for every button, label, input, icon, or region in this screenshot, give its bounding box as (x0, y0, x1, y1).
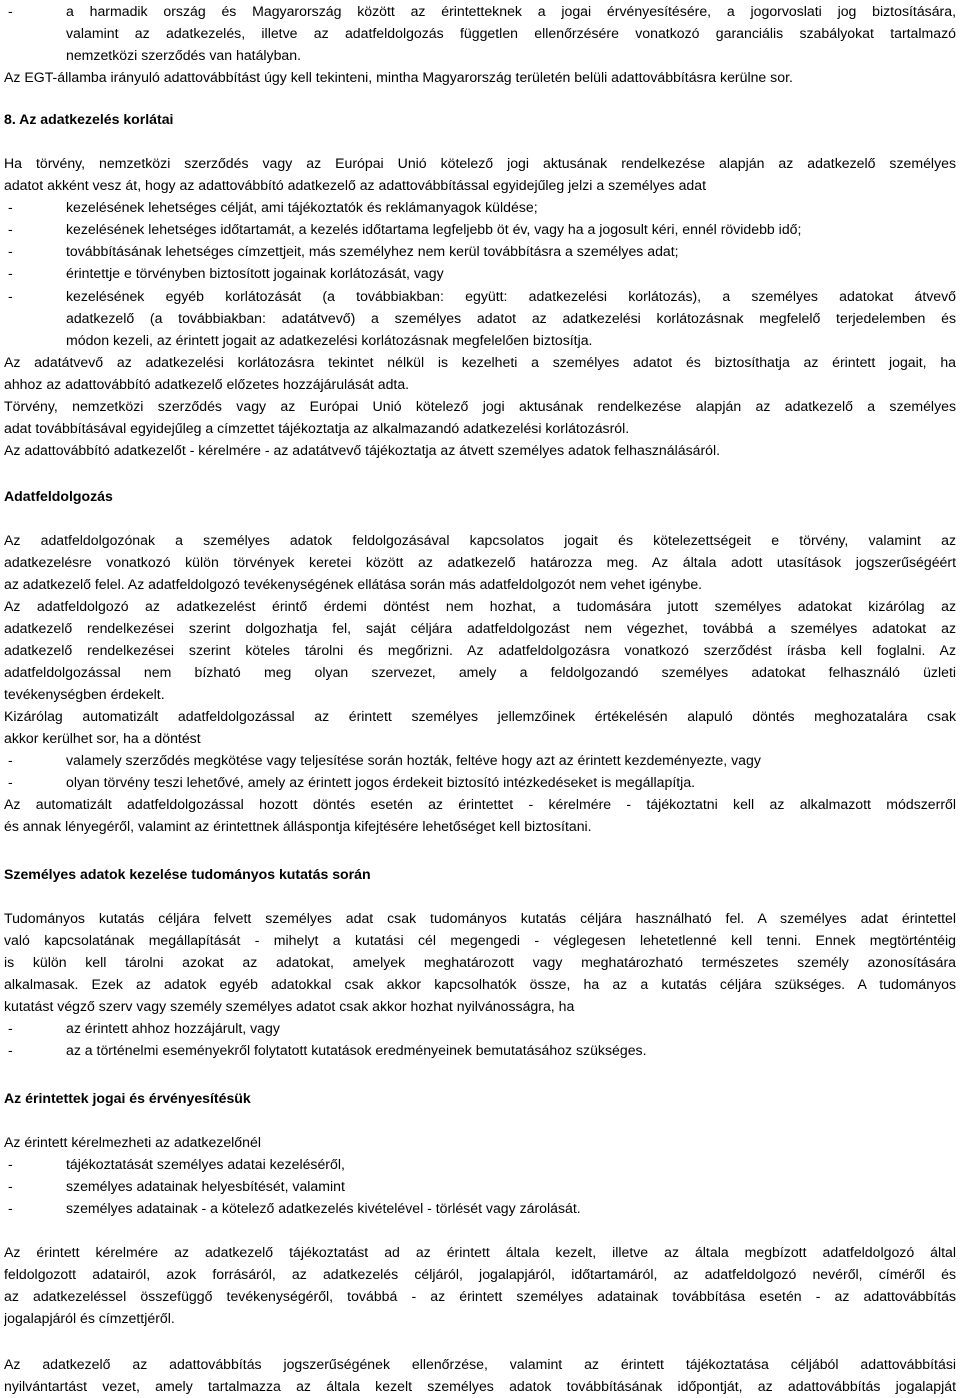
text-line: adat továbbításával egyidejűleg a címzettet tájékoztatja az alkalmazandó adatkezelési korlátozásról. (4, 420, 630, 436)
text-line: alkalmasak. Ezek az adatok egyéb adatokkal csak akkor kapcsolhatók össze, ha az a kutatás céljára szükséges. A tudományos (4, 976, 956, 992)
text-line: az adatkezelő felel. Az adatfeldolgozó tevékenységének ellátása során más adatfeldolgozót nem vehet igénybe. (4, 576, 703, 592)
list-item: továbbításának lehetséges címzettjeit, más személyhez nem kerül továbbításra a személyes adat; (66, 243, 679, 259)
text-line: való kapcsolatának megállapítását - mihelyt a kutatási cél megengedi - véglegesen lehetetlenné kell tenni. Ennek megtörténtéig (4, 932, 956, 948)
text-line: adatkezelő rendelkezései szerint köteles tárolni és megőrizni. Az adatfeldolgozásra vonatkozó szerződést írásba kell foglalni. Az (4, 642, 956, 658)
text-line: is külön kell tárolni azokat az adatokat, amelyek meghatározott vagy meghatározható természetes személy azonosítására (4, 954, 956, 970)
list-item: az érintett ahhoz hozzájárult, vagy (66, 1020, 280, 1036)
text-line: Tudományos kutatás céljára felvett személyes adat csak tudományos kutatás céljára használható fel. A személyes adat érintettel (4, 910, 956, 926)
text-line: valamint az adatkezelés, illetve az adatfeldolgozás független ellenőrzésére vonatkozó garanciális szabályokat tartalmazó (66, 25, 956, 41)
text-line: adatkezelő rendelkezései szerint dolgozhatja fel, saját céljára adatfeldolgozást nem végezhet, továbbá a személyes adatokat az (4, 620, 956, 636)
text-line: feldolgozott adatairól, azok forrásáról, az adatkezelés céljáról, jogalapjáról, időtartamáról, az adatfeldolgozó nevéről, címéről és (4, 1266, 956, 1282)
text-line: jogalapjáról és címzettjéről. (4, 1310, 175, 1326)
text-line: adatot akként vesz át, hogy az adattovábbító adatkezelő az adattovábbítással egyidejűleg jelzi a személyes adat (4, 177, 707, 193)
text-line: Az érintett kérelmezheti az adatkezelőnél (4, 1134, 261, 1150)
text-line: nyilvántartást vezet, amely tartalmazza az általa kezelt személyes adatok továbbításának időpontját, az adattovábbítás jogalapját (4, 1378, 956, 1394)
text-line: adatfeldolgozással nem bízható meg olyan szervezet, amely a feldolgozandó személyes adatokat felhasználó üzleti (4, 664, 956, 680)
text-line: Az EGT-állambа irányuló adattovábbítást úgy kell tekinteni, mintha Magyarország területén belüli adattovábbításra kerülne sor. (4, 69, 793, 85)
bullet-dash: - (8, 1020, 13, 1036)
text-line: kutatást végző szerv vagy személy személyes adatot csak akkor hozhat nyilvánosságra, ha (4, 998, 575, 1014)
bullet-dash: - (8, 752, 13, 768)
text-line: tevékenységben érdekelt. (4, 686, 165, 702)
list-item: tájékoztatását személyes adatai kezeléséről, (66, 1156, 345, 1172)
text-line: Törvény, nemzetközi szerződés vagy az Európai Unió kötelező jogi aktusának rendelkezése alapján az adatkezelő a személyes (4, 398, 956, 414)
text-line: nemzetközi szerződés van hatályban. (66, 47, 302, 63)
bullet-dash: - (8, 221, 13, 237)
section-heading: Személyes adatok kezelése tudományos kutatás során (4, 866, 371, 882)
list-item: valamely szerződés megkötése vagy teljesítése során hozták, feltéve hogy azt az érintett kezdeményezte, vagy (66, 752, 761, 768)
list-item: kezelésének lehetséges célját, ami tájékoztatók és reklámanyagok küldése; (66, 199, 538, 215)
section-heading: Adatfeldolgozás (4, 488, 113, 504)
bullet-dash: - (8, 288, 13, 304)
text-line: Az érintett kérelmére az adatkezelő tájékoztatást ad az érintett általa kezelt, illetve az általa megbízott adatfeldolgozó által (4, 1244, 956, 1260)
bullet-dash: - (8, 774, 13, 790)
text-line: Az adatfeldolgozó az adatkezelést érintő érdemi döntést nem hozhat, a tudomására jutott személyes adatokat kizárólag az (4, 598, 956, 614)
list-item: kezelésének lehetséges időtartamát, a kezelés időtartama legfeljebb öt év, vagy ha a jogosult kéri, ennél rövidebb idő; (66, 221, 802, 237)
bullet-dash: - (8, 1178, 13, 1194)
text-line: Az adatfeldolgozónak a személyes adatok feldolgozásával kapcsolatos jogait és kötelezettségeit e törvény, valamint az (4, 532, 956, 548)
section-heading: 8. Az adatkezelés korlátai (4, 111, 174, 127)
list-item: kezelésének egyéb korlátozását (a továbbiakban: együtt: adatkezelési korlátozás), a személyes adatokat átvevő (66, 288, 956, 304)
text-line: Az automatizált adatfeldolgozással hozott döntés esetén az érintettet - kérelmére - tájékoztatni kell az alkalmazott módszerről (4, 796, 956, 812)
text-line: akkor kerülhet sor, ha a döntést (4, 730, 201, 746)
section-heading: Az érintettek jogai és érvényesítésük (4, 1090, 251, 1106)
text-line: adatkezelésre vonatkozó külön törvények keretei között az adatkezelő határozza meg. Az általa adott utasítások jogszerűségéért (4, 554, 956, 570)
bullet-dash: - (8, 1042, 13, 1058)
list-item: módon kezeli, az érintett jogait az adatkezelési korlátozásnak megfelelően biztosítja. (66, 332, 593, 348)
text-line: ahhoz az adattovábbító adatkezelő előzetes hozzájárulását adta. (4, 376, 410, 392)
list-item: az a történelmi eseményekről folytatott kutatások eredményeinek bemutatásához szükséges. (66, 1042, 647, 1058)
text-line: Az adatátvevő az adatkezelési korlátozásra tekintet nélkül is kezelheti a személyes adatot és biztosíthatja az érintett jogait, ha (4, 354, 956, 370)
text-line: a harmadik ország és Magyarország között az érintetteknek a jogai érvényesítésére, a jogorvoslati jog biztosítására, (66, 3, 956, 19)
list-item: olyan törvény teszi lehetővé, amely az érintett jogos érdekeit biztosító intézkedéseket is megállapítja. (66, 774, 696, 790)
bullet-dash: - (8, 3, 13, 19)
text-line: Az adattovábbító adatkezelőt - kérelmére - az adatátvevő tájékoztatja az átvett személyes adatok felhasználásáról. (4, 442, 721, 458)
list-item: személyes adatainak helyesbítését, valamint (66, 1178, 345, 1194)
text-line: Ha törvény, nemzetközi szerződés vagy az Európai Unió kötelező jogi aktusának rendelkezése alapján az adatkezelő személyes (4, 155, 956, 171)
bullet-dash: - (8, 243, 13, 259)
bullet-dash: - (8, 199, 13, 215)
text-line: Az adatkezelő az adattovábbítás jogszerűségének ellenőrzése, valamint az érintett tájékoztatása céljából adattovábbítási (4, 1356, 956, 1372)
text-line: az adatkezeléssel összefüggő tevékenységéről, továbbá - az érintett személyes adatainak továbbítása esetén - az adattovábbítás (4, 1288, 956, 1304)
list-item: érintettje e törvényben biztosított jogainak korlátozását, vagy (66, 265, 444, 281)
bullet-dash: - (8, 265, 13, 281)
list-item: személyes adatainak - a kötelező adatkezelés kivételével - törlését vagy zárolását. (66, 1200, 581, 1216)
text-line: Kizárólag automatizált adatfeldolgozással az érintett személyes jellemzőinek értékelésén alapuló döntés meghozatalára csak (4, 708, 956, 724)
bullet-dash: - (8, 1200, 13, 1216)
text-line: és annak lényegéről, valamint az érintettnek álláspontja kifejtésére lehetőséget kell biztosítani. (4, 818, 592, 834)
list-item: adatkezelő (a továbbiakban: adatátvevő) a személyes adatot az adatkezelési korlátozásnak megfelelő terjedelemben és (66, 310, 956, 326)
bullet-dash: - (8, 1156, 13, 1172)
